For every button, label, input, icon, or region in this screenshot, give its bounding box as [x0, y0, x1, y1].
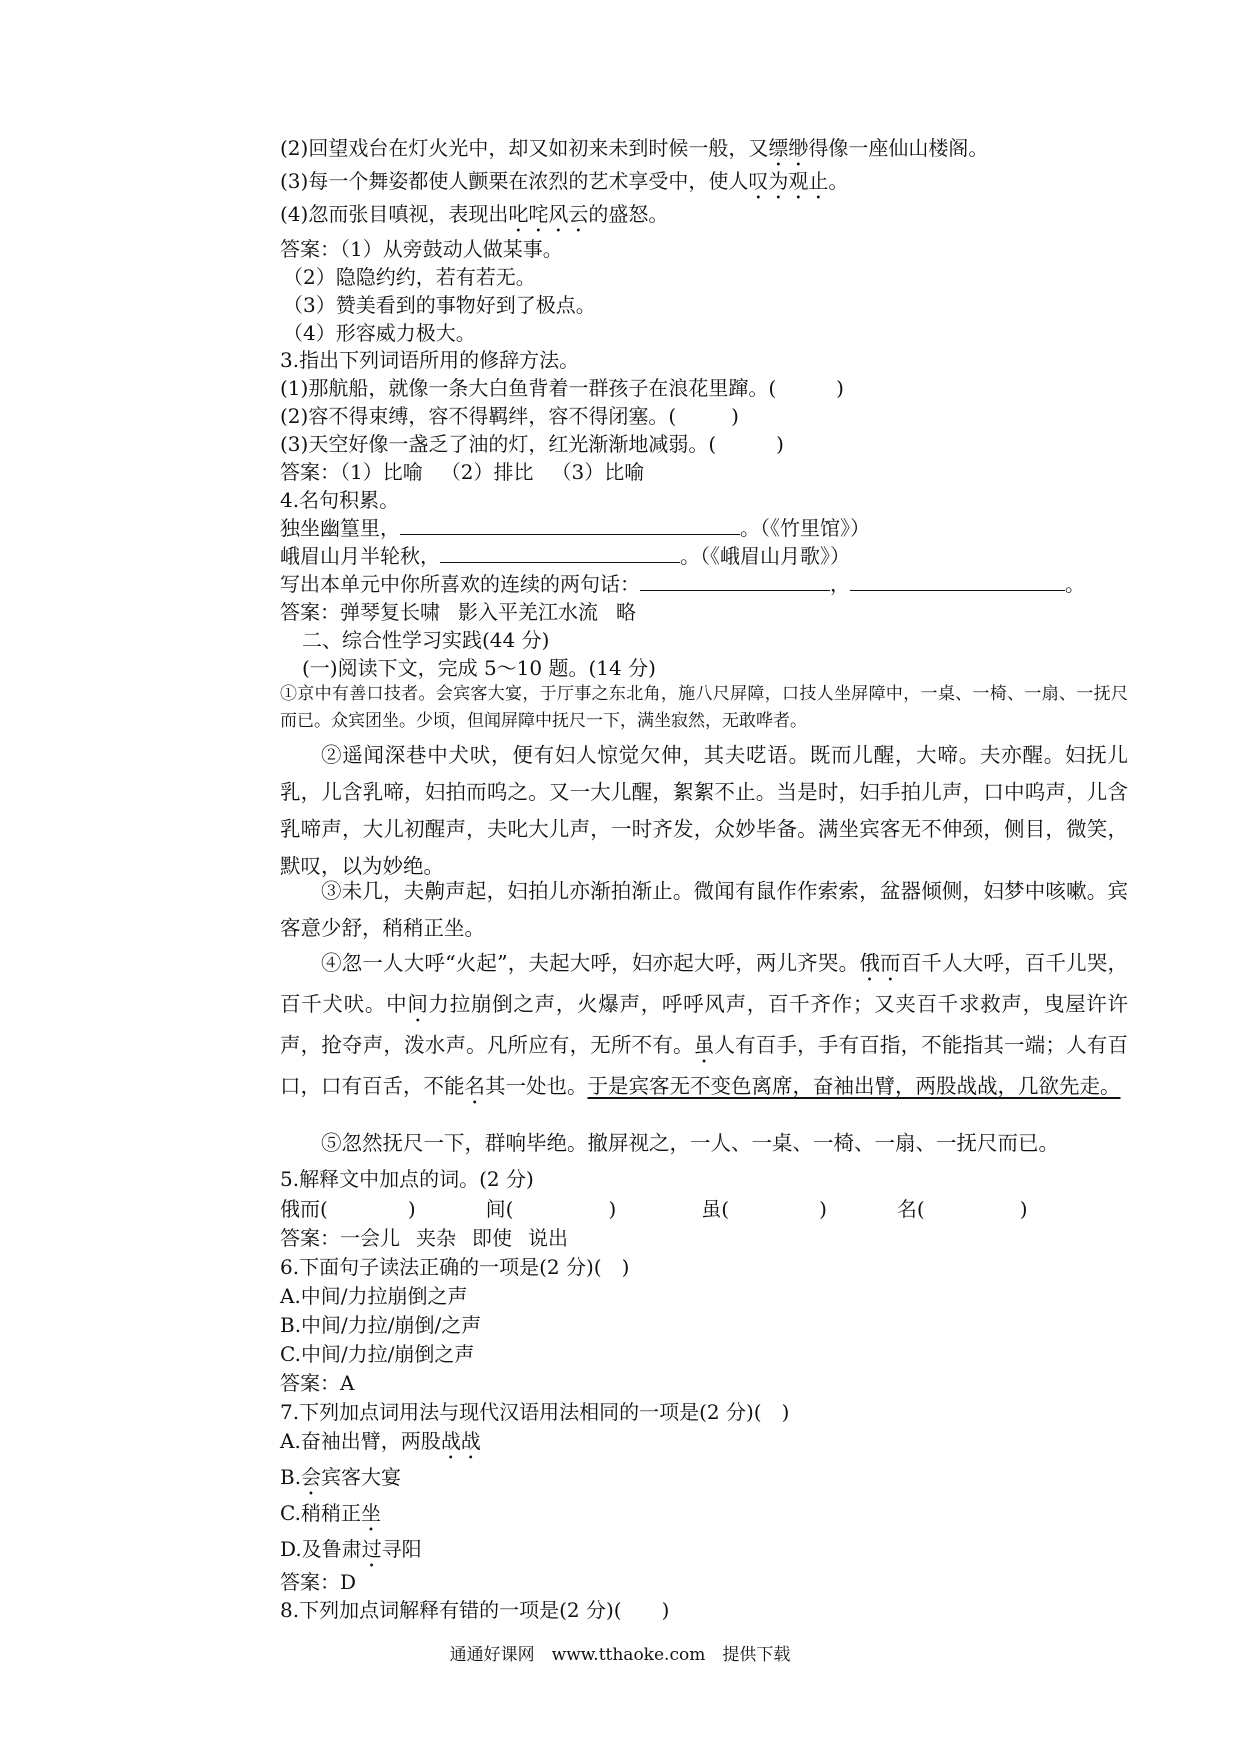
q7-answer: 答案：D — [280, 1570, 357, 1594]
text: (4)忽而张目嗔视，表现出 — [280, 202, 509, 226]
text: 其一处也。 — [485, 1074, 588, 1098]
dotted-word: 虽 — [693, 1033, 715, 1057]
q3-item-1 — [280, 374, 844, 402]
text: (3)每一个舞姿都使人颤栗在浓烈的艺术享受中，使人 — [280, 169, 749, 193]
section-2-title: 二、综合性学习实践(44 分) — [302, 628, 550, 652]
text: （2）排比 — [440, 460, 534, 484]
text: ( — [320, 1197, 328, 1221]
text: 人有百手，手有百指，不能指其一端；人有百口，口有百舌，不能 — [280, 1033, 1128, 1098]
text: 影入平羌江水流 — [458, 600, 598, 624]
dotted-word: 间 — [407, 992, 429, 1016]
text: 略 — [616, 600, 636, 624]
q6-answer: 答案：A — [280, 1371, 355, 1395]
text: 答案： — [280, 600, 340, 624]
text: 独坐幽篁里， — [280, 516, 400, 540]
section-2-sub: (一)阅读下文，完成 5～10 题。(14 分) — [302, 656, 656, 680]
dotted-word: 名 — [464, 1074, 485, 1098]
text: ④忽一人大呼“火起”，夫起大呼，妇亦起大呼，两儿齐哭。 — [321, 951, 860, 975]
text: （1）比喻 — [340, 460, 423, 484]
text: 。 — [1065, 572, 1085, 596]
passage-para-5: ⑤忽然抚尺一下，群响毕绝。撤屏视之，一人、一桌、一椅、一扇、一抚尺而已。 — [321, 1131, 1059, 1155]
q7-title: 7.下列加点词用法与现代汉语用法相同的一项是(2 分)( ) — [280, 1400, 790, 1424]
text: 即使 — [472, 1226, 512, 1250]
q7-option-a — [280, 1427, 481, 1464]
q3-title: 3.指出下列词语所用的修辞方法。 — [280, 348, 580, 372]
text: 答案： — [280, 1226, 340, 1250]
text: B. — [280, 1465, 302, 1489]
q7-option-b — [280, 1463, 401, 1500]
text: 的盛怒。 — [588, 202, 669, 226]
q8-title: 8.下列加点词解释有错的一项是(2 分)( ) — [280, 1598, 670, 1622]
text: ( — [916, 1197, 925, 1221]
q4-answer — [280, 598, 636, 626]
text: ) — [1019, 1197, 1028, 1221]
text: ( — [721, 1197, 730, 1221]
q6-option-c: C.中间/力拉/崩倒之声 — [280, 1342, 475, 1366]
passage-para-3: ③未几，夫齁声起，妇拍儿亦渐拍渐止。微闻有鼠作作索索，盆器倾侧，妇梦中咳嗽。宾客意少舒，稍稍正坐。 — [280, 879, 1128, 940]
dotted-word: 过 — [361, 1537, 382, 1561]
dotted-word: 坐 — [360, 1501, 381, 1525]
text: C.稍稍正 — [280, 1501, 361, 1525]
text: 峨眉山月半轮秋， — [280, 544, 440, 568]
q2-sentence-4 — [280, 200, 668, 237]
text: 。（《竹里馆》） — [740, 516, 870, 540]
text: D.及鲁肃 — [280, 1537, 362, 1561]
text: 间 — [485, 1197, 506, 1221]
text: 得像一座仙山楼阁。 — [808, 136, 989, 160]
q4-line-1 — [280, 514, 870, 542]
q3-answer — [280, 458, 644, 486]
text: 力拉崩倒之声，火爆声，呼呼风声，百千齐作；又夹百千求救声，曳屋许许声，抢夺声，泼水声。凡所应有，无所不有。 — [280, 992, 1129, 1057]
text: ， — [830, 572, 850, 596]
q7-option-c — [280, 1499, 381, 1536]
text: （3）比喻 — [551, 460, 645, 484]
passage-para-2: ②遥闻深巷中犬吠，便有妇人惊觉欠伸，其夫呓语。既而儿醒，大啼。夫亦醒。妇抚儿乳，儿含乳啼，妇拍而呜之。又一大儿醒，絮絮不止。当是时，妇手拍儿声，口中呜声，儿含乳啼声，大儿初醒声，夫叱大儿声，一时齐发，众妙毕备。满坐宾客无不伸颈，侧目，微笑，默叹，以为妙绝。 — [280, 743, 1128, 878]
text: 虽 — [701, 1197, 722, 1221]
q2-answer-3: （3）赞美看到的事物好到了极点。 — [283, 293, 596, 317]
page-footer: 通通好课网 www.tthaoke.com 提供下载 — [449, 1645, 791, 1665]
text: 写出本单元中你所喜欢的连续的两句话： — [280, 572, 640, 596]
dotted-word: 叱咤风云 — [508, 202, 589, 226]
text: ) — [731, 404, 739, 428]
dotted-word: 会 — [301, 1465, 322, 1489]
text: 名 — [896, 1197, 917, 1221]
q6-option-a: A.中间/力拉崩倒之声 — [280, 1284, 468, 1308]
q2-answer-1: 答案：（1）从旁鼓动人做某事。 — [280, 237, 563, 261]
text: 俄而 — [280, 1197, 320, 1221]
q3-item-2 — [280, 402, 739, 430]
q6-option-b: B.中间/力拉/崩倒/之声 — [280, 1313, 482, 1337]
q3-item-3 — [280, 430, 784, 458]
text: (2)回望戏台在灯火光中，却又如初来未到时候一般，又 — [280, 136, 769, 160]
text: 。 — [828, 169, 849, 193]
text: 答案： — [280, 460, 340, 484]
text: ) — [608, 1197, 617, 1221]
dotted-word: 缥缈 — [768, 136, 809, 160]
text: ) — [819, 1197, 827, 1221]
text: 。（《峨眉山月歌》） — [680, 544, 850, 568]
answer-blank[interactable] — [640, 570, 830, 591]
q4-line-3 — [280, 570, 1085, 598]
passage-para-1: ①京中有善口技者。会宾客大宴，于厅事之东北角，施八尺屏障，口技人坐屏障中，一桌、一椅、一扇、一抚尺而已。众宾团坐。少顷，但闻屏障中抚尺一下，满坐寂然，无敢哗者。 — [280, 684, 1128, 731]
q5-items — [280, 1195, 1028, 1223]
q2-sentence-3 — [280, 167, 848, 204]
text: (3)天空好像一盏乏了油的灯，红光渐渐地减弱。( — [280, 432, 717, 456]
text: ) — [407, 1197, 416, 1221]
text: A.奋袖出臂，两股 — [280, 1429, 441, 1453]
text: 弹琴复长啸 — [340, 600, 440, 624]
underlined-sentence: 于是宾客无不变色离席，奋袖出臂，两股战战，几欲先走。 — [587, 1074, 1121, 1098]
dotted-word: 俄而 — [859, 951, 901, 975]
q4-title: 4.名句积累。 — [280, 488, 400, 512]
answer-blank[interactable] — [440, 542, 680, 563]
text: (1)那航船，就像一条大白鱼背着一群孩子在浪花里蹿。( — [280, 376, 777, 400]
dotted-word: 叹为观止 — [748, 169, 829, 193]
text: 寻阳 — [381, 1537, 422, 1561]
text: ( — [505, 1197, 514, 1221]
q2-sentence-2 — [280, 134, 988, 171]
passage-para-4 — [280, 945, 1128, 1109]
answer-blank[interactable] — [850, 570, 1065, 591]
text: 宾客大宴 — [321, 1465, 402, 1489]
text: ) — [836, 376, 844, 400]
q2-answer-2: （2）隐隐约约，若有若无。 — [283, 265, 536, 289]
text: 百千人大呼，百千儿哭，百千犬吠。中 — [280, 951, 1129, 1016]
text: (2)容不得束缚，容不得羁绊，容不得闭塞。( — [280, 404, 677, 428]
text: 一会儿 — [340, 1226, 400, 1250]
q6-title: 6.下面句子读法正确的一项是(2 分)( ) — [280, 1255, 630, 1279]
q7-option-d — [280, 1535, 422, 1572]
q5-title: 5.解释文中加点的词。(2 分) — [280, 1167, 534, 1191]
q5-answer — [280, 1224, 568, 1252]
dotted-word: 战战 — [440, 1429, 481, 1453]
answer-blank[interactable] — [400, 514, 740, 535]
q4-line-2 — [280, 542, 850, 570]
text: 说出 — [528, 1226, 568, 1250]
text: 夹杂 — [416, 1226, 456, 1250]
q2-answer-4: （4）形容威力极大。 — [283, 321, 476, 345]
text: ) — [776, 432, 784, 456]
